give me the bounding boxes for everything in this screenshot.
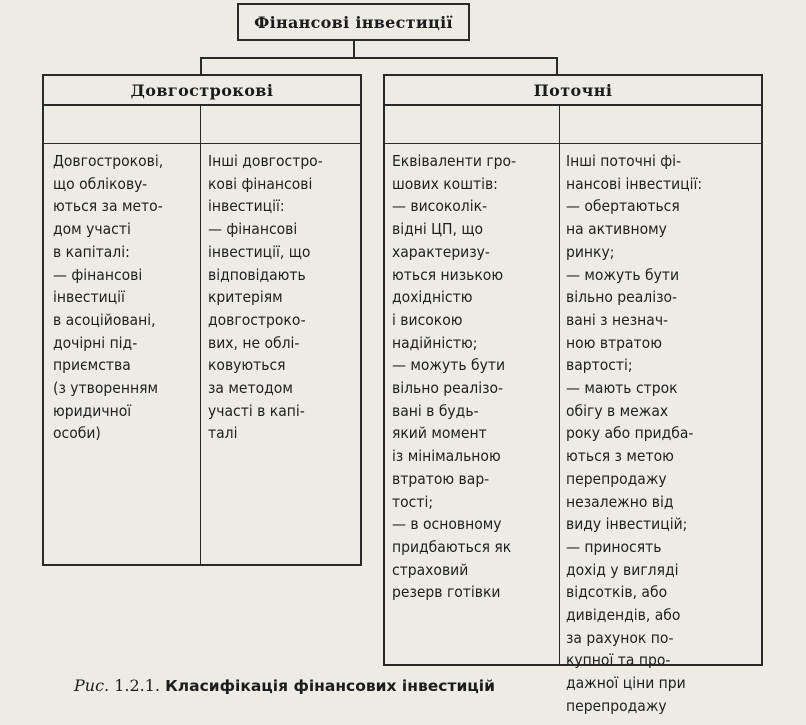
branch-label-long-term: Довгострокові: [130, 80, 274, 100]
cell-current-other: [566, 150, 702, 718]
cell-line: Інші поточні фі-: [566, 152, 682, 170]
cell-line: дивідендів, або: [566, 606, 681, 625]
cell-line: кові фінансові: [208, 174, 313, 193]
cell-line: ковуються: [208, 356, 286, 375]
cell-long-term-equity-method: [53, 150, 163, 445]
caption-title: Класифікація фінансових інвестицій: [165, 677, 495, 695]
cell-line: — можуть бути: [392, 356, 506, 375]
cell-line: перепродажу: [566, 696, 667, 715]
cell-line: придбаються як: [392, 537, 512, 556]
cell-line: дохідністю: [392, 288, 473, 307]
cell-line: — високолік-: [392, 197, 488, 216]
cell-line: вільно реалізо-: [566, 288, 678, 307]
cell-line: в асоційовані,: [53, 310, 156, 329]
cell-line: участі в капі-: [208, 401, 305, 420]
cell-line: втратою вар-: [392, 469, 490, 488]
cell-line: тості;: [392, 492, 434, 511]
cell-line: Інші довгостро-: [208, 152, 323, 170]
cell-line: перепродажу: [566, 469, 667, 488]
cell-line: ринку;: [566, 242, 615, 261]
cell-line: критеріям: [208, 288, 283, 307]
caption-number: 1.2.1.: [114, 676, 161, 695]
divider-current: [559, 106, 560, 666]
cell-line: — мають строк: [566, 379, 678, 398]
cell-line: — приносять: [566, 537, 662, 556]
cell-line: який момент: [392, 424, 487, 443]
cell-line: на активному: [566, 220, 667, 239]
cell-line: ною втратою: [566, 333, 662, 352]
cell-line: дом участі: [53, 220, 131, 239]
cell-long-term-other: [208, 150, 323, 445]
cell-line: і високою: [392, 310, 463, 329]
branch-label-current: Поточні: [533, 80, 613, 100]
cell-line: резерв готівки: [392, 583, 501, 602]
cell-line: — фінансові: [208, 220, 298, 239]
cell-line: ються з метою: [566, 447, 674, 466]
cell-line: приємства: [53, 356, 131, 375]
cell-line: — в основному: [392, 515, 502, 534]
cell-line: купної та про-: [566, 651, 671, 670]
figure-caption: [74, 676, 495, 695]
branch-header-long-term: [42, 74, 362, 106]
cell-line: особи): [53, 424, 101, 443]
cell-line: нансові інвестиції:: [566, 174, 703, 193]
cell-line: надійністю;: [392, 333, 478, 352]
cell-line: ються за мето-: [53, 197, 163, 216]
inner-rule-current: [385, 143, 761, 144]
branch-header-current: [383, 74, 763, 106]
cell-line: Довгострокові,: [53, 152, 164, 170]
cell-line: відсотків, або: [566, 583, 668, 602]
cell-line: за методом: [208, 379, 293, 398]
divider-long-term: [200, 106, 201, 566]
cell-line: в капіталі:: [53, 242, 130, 261]
cell-line: інвестиції:: [208, 197, 285, 216]
cell-line: року або придба-: [566, 424, 694, 443]
cell-line: вих, не облі-: [208, 333, 300, 352]
cell-line: вільно реалізо-: [392, 379, 504, 398]
inner-rule-long-term: [44, 143, 360, 144]
cell-line: незалежно від: [566, 492, 674, 511]
cell-line: (з утворенням: [53, 379, 158, 398]
cell-line: довгострокo-: [208, 310, 306, 329]
root-label: Фінансові інвестиції: [254, 12, 453, 32]
cell-line: — фінансові: [53, 265, 143, 284]
cell-line: дохід у вигляді: [566, 560, 679, 579]
cell-line: характеризу-: [392, 242, 490, 261]
cell-line: дажної ціни при: [566, 674, 686, 693]
cell-line: відповідають: [208, 265, 306, 284]
cell-line: вартості;: [566, 356, 633, 375]
connector-left-vertical: [200, 57, 202, 74]
cell-line: обігу в межах: [566, 401, 669, 420]
connector-horizontal: [200, 57, 558, 59]
cell-line: що обліковy-: [53, 174, 148, 193]
cell-line: відні ЦП, що: [392, 220, 484, 239]
cell-line: ються низькою: [392, 265, 504, 284]
cell-line: — обертаються: [566, 197, 680, 216]
cell-line: інвестиції, що: [208, 242, 311, 261]
cell-line: виду інвестицій;: [566, 515, 688, 534]
cell-current-cash-equivalents: [392, 150, 516, 604]
cell-line: шових коштів:: [392, 174, 498, 193]
cell-line: юридичної: [53, 401, 132, 420]
cell-line: із мінімальною: [392, 447, 501, 466]
cell-line: вані в будь-: [392, 401, 479, 420]
cell-line: інвестиції: [53, 288, 125, 307]
cell-line: дочірні під-: [53, 333, 138, 352]
cell-line: вані з незнач-: [566, 310, 669, 329]
cell-line: талі: [208, 424, 238, 443]
cell-line: — можуть бути: [566, 265, 680, 284]
connector-right-vertical: [556, 57, 558, 74]
cell-line: страховий: [392, 560, 469, 579]
cell-line: за рахунок по-: [566, 628, 674, 647]
caption-prefix: Рис.: [74, 676, 110, 695]
cell-line: Еквіваленти гро-: [392, 152, 517, 170]
connector-root-vertical: [353, 41, 355, 57]
root-node: [237, 3, 470, 41]
